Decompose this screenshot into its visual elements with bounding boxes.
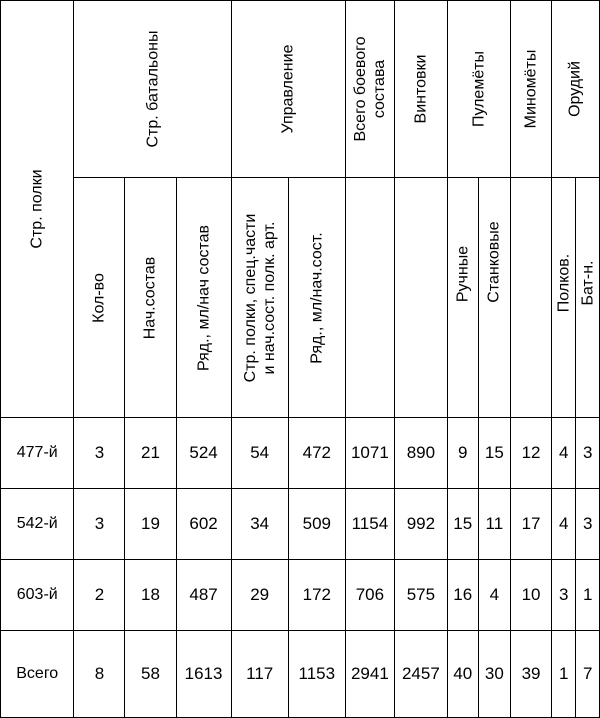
cell-mgmt-rank: 172: [288, 560, 345, 631]
cell-guns-regimental: 1: [551, 631, 575, 718]
cell-mg-heavy: 15: [478, 418, 511, 489]
cell-guns-regimental: 4: [551, 489, 575, 560]
cell-mgmt-rank: 509: [288, 489, 345, 560]
header-machine-guns: Пулемёты: [447, 1, 510, 178]
row-label: Всего: [1, 631, 74, 718]
cell-guns-regimental: 3: [551, 560, 575, 631]
subheader-bn-rank: Ряд., мл/нач состав: [176, 178, 231, 418]
subheader-bn-count: Кол-во: [74, 178, 125, 418]
cell-mgmt-staff: 54: [231, 418, 288, 489]
subheader-guns-battalion: Бат-н.: [576, 178, 600, 418]
cell-bn-officers: 18: [125, 560, 176, 631]
row-label: 477-й: [1, 418, 74, 489]
cell-mg-heavy: 4: [478, 560, 511, 631]
cell-combat-total: 1154: [345, 489, 394, 560]
cell-combat-total: 2941: [345, 631, 394, 718]
cell-guns-battalion: 3: [576, 418, 600, 489]
cell-guns-regimental: 4: [551, 418, 575, 489]
header-management: Управление: [231, 1, 345, 178]
table-row: [1, 418, 600, 489]
header-battalions: Стр. батальоны: [74, 1, 231, 178]
header-mortars: Миномёты: [511, 1, 552, 178]
subheader-combat-blank: [345, 178, 394, 418]
cell-bn-count: 2: [74, 560, 125, 631]
subheader-mg-light: Ручные: [447, 178, 478, 418]
cell-bn-rank: 1613: [176, 631, 231, 718]
cell-mgmt-staff: 34: [231, 489, 288, 560]
header-guns: Орудий: [551, 1, 599, 178]
cell-bn-officers: 19: [125, 489, 176, 560]
cell-guns-battalion: 1: [576, 560, 600, 631]
subheader-mg-heavy: Станковые: [478, 178, 511, 418]
table-row-total: [1, 631, 600, 718]
row-label: 603-й: [1, 560, 74, 631]
cell-rifles: 992: [394, 489, 447, 560]
cell-mg-light: 9: [447, 418, 478, 489]
cell-mg-heavy: 30: [478, 631, 511, 718]
header-row-sub: [1, 178, 600, 418]
subheader-bn-officers: Нач.состав: [125, 178, 176, 418]
cell-combat-total: 1071: [345, 418, 394, 489]
subheader-mortars-blank: [511, 178, 552, 418]
cell-mortars: 39: [511, 631, 552, 718]
cell-rifles: 2457: [394, 631, 447, 718]
subheader-mgmt-rank: Ряд., мл/нач.сост.: [288, 178, 345, 418]
subheader-rifles-blank: [394, 178, 447, 418]
cell-bn-officers: 58: [125, 631, 176, 718]
cell-bn-rank: 602: [176, 489, 231, 560]
cell-mortars: 12: [511, 418, 552, 489]
header-regiments: Стр. полки: [1, 1, 74, 418]
cell-bn-count: 3: [74, 418, 125, 489]
cell-rifles: 575: [394, 560, 447, 631]
cell-bn-count: 8: [74, 631, 125, 718]
cell-mgmt-rank: 472: [288, 418, 345, 489]
cell-mgmt-rank: 1153: [288, 631, 345, 718]
cell-bn-officers: 21: [125, 418, 176, 489]
table-row: [1, 489, 600, 560]
row-label: 542-й: [1, 489, 74, 560]
cell-combat-total: 706: [345, 560, 394, 631]
cell-mg-light: 15: [447, 489, 478, 560]
cell-rifles: 890: [394, 418, 447, 489]
cell-guns-battalion: 3: [576, 489, 600, 560]
header-combat-total: Всего боевого состава: [345, 1, 394, 178]
cell-bn-count: 3: [74, 489, 125, 560]
cell-mg-light: 40: [447, 631, 478, 718]
cell-guns-battalion: 7: [576, 631, 600, 718]
subheader-mgmt-staff: Стр. полки, спец.части и нач.сост. полк. арт.: [231, 178, 288, 418]
table-row: [1, 560, 600, 631]
cell-mortars: 17: [511, 489, 552, 560]
cell-mortars: 10: [511, 560, 552, 631]
cell-bn-rank: 524: [176, 418, 231, 489]
cell-mg-light: 16: [447, 560, 478, 631]
cell-mg-heavy: 11: [478, 489, 511, 560]
cell-mgmt-staff: 117: [231, 631, 288, 718]
header-rifles: Винтовки: [394, 1, 447, 178]
cell-mgmt-staff: 29: [231, 560, 288, 631]
subheader-guns-regimental: Полков.: [551, 178, 575, 418]
cell-bn-rank: 487: [176, 560, 231, 631]
header-row-main: [1, 1, 600, 178]
